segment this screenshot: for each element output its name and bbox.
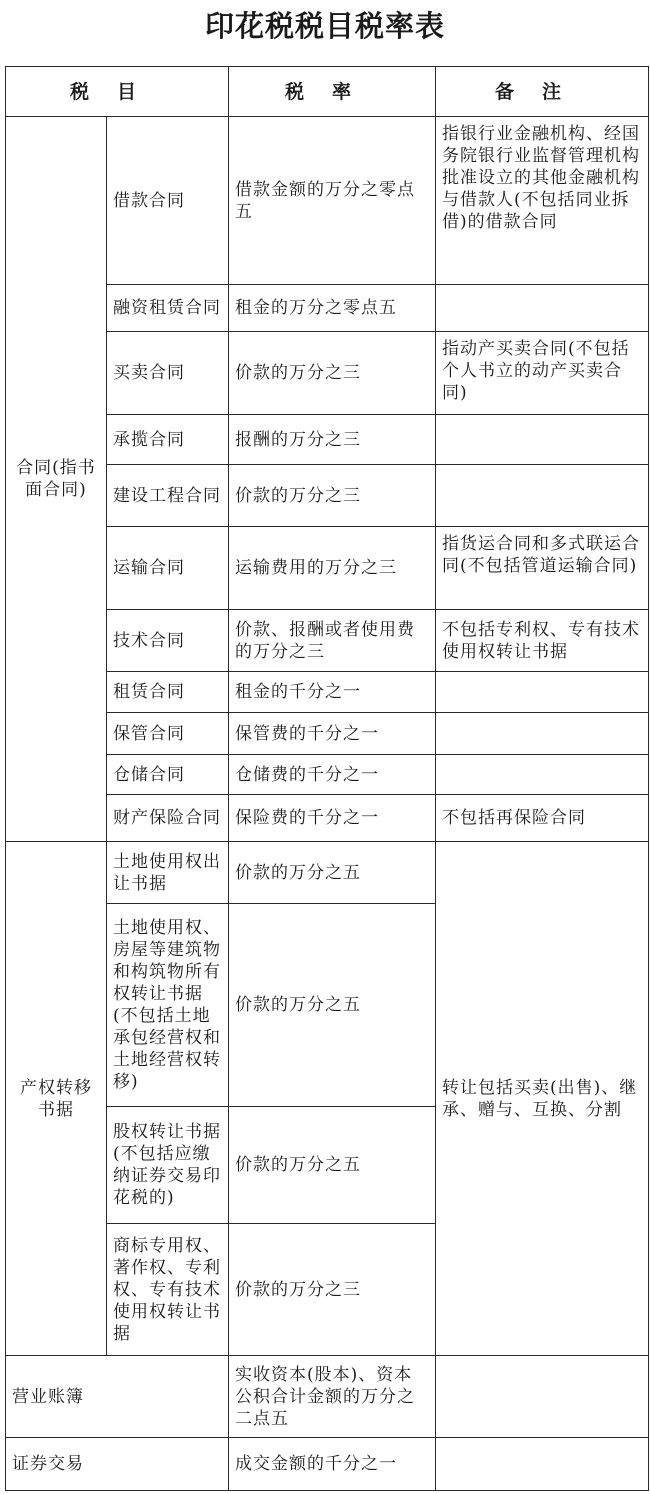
header-note: 备注: [436, 67, 649, 117]
note-cell: 不包括再保险合同: [436, 795, 649, 842]
note-cell: [436, 465, 649, 527]
rate-cell: 租金的千分之一: [229, 672, 436, 713]
item-cell: 运输合同: [107, 527, 229, 610]
header-rate: 税率: [229, 67, 436, 117]
item-cell: 承揽合同: [107, 415, 229, 465]
item-cell: 借款合同: [107, 117, 229, 285]
note-cell: [436, 672, 649, 713]
item-cell: 土地使用权、房屋等建筑物和构筑物所有权转让书据(不包括土地承包经营权和土地经营权转移): [107, 904, 229, 1107]
table-header-row: [6, 67, 649, 117]
item-cell: 股权转让书据(不包括应缴纳证券交易印花税的): [107, 1107, 229, 1224]
note-cell: [436, 713, 649, 755]
rate-cell: 价款的万分之五: [229, 904, 436, 1107]
rate-cell: 租金的万分之零点五: [229, 285, 436, 332]
rate-cell: 保管费的千分之一: [229, 713, 436, 755]
item-cell: 保管合同: [107, 713, 229, 755]
note-cell: 转让包括买卖(出售)、继承、赠与、互换、分割: [436, 842, 649, 1356]
tax-rate-table: [5, 66, 649, 1491]
rate-cell: 价款的万分之三: [229, 332, 436, 415]
rate-cell: 报酬的万分之三: [229, 415, 436, 465]
note-cell: [436, 1356, 649, 1438]
rate-cell: 价款的万分之五: [229, 1107, 436, 1224]
page-title: 印花税税目税率表: [204, 9, 445, 43]
rate-cell: 借款金额的万分之零点五: [229, 117, 436, 285]
header-item: 税目: [6, 67, 229, 117]
item-cell: 租赁合同: [107, 672, 229, 713]
category-cell: 合同(指书面合同): [6, 117, 107, 842]
item-cell: 证券交易: [6, 1438, 229, 1491]
rate-cell: 价款、报酬或者使用费的万分之三: [229, 610, 436, 672]
note-cell: 指银行业金融机构、经国务院银行业监督管理机构批准设立的其他金融机构与借款人(不包括同业拆借)的借款合同: [436, 117, 649, 285]
rate-cell: 实收资本(股本)、资本公积合计金额的万分之二点五: [229, 1356, 436, 1438]
rate-cell: 价款的万分之三: [229, 465, 436, 527]
note-cell: [436, 285, 649, 332]
note-cell: 指动产买卖合同(不包括个人书立的动产买卖合同): [436, 332, 649, 415]
note-cell: [436, 415, 649, 465]
item-cell: 仓储合同: [107, 755, 229, 795]
table-row: [6, 117, 649, 285]
category-cell: 产权转移书据: [6, 842, 107, 1356]
note-cell: 不包括专利权、专有技术使用权转让书据: [436, 610, 649, 672]
item-cell: 商标专用权、著作权、专利权、专有技术使用权转让书据: [107, 1224, 229, 1356]
note-cell: 指货运合同和多式联运合同(不包括管道运输合同): [436, 527, 649, 610]
item-cell: 技术合同: [107, 610, 229, 672]
table-row: [6, 842, 649, 904]
item-cell: 财产保险合同: [107, 795, 229, 842]
table-row: [6, 1356, 649, 1438]
note-cell: [436, 755, 649, 795]
rate-cell: 价款的万分之五: [229, 842, 436, 904]
table-row: [6, 1438, 649, 1491]
rate-cell: 成交金额的千分之一: [229, 1438, 436, 1491]
rate-cell: 价款的万分之三: [229, 1224, 436, 1356]
item-cell: 买卖合同: [107, 332, 229, 415]
note-cell: [436, 1438, 649, 1491]
item-cell: 融资租赁合同: [107, 285, 229, 332]
rate-cell: 仓储费的千分之一: [229, 755, 436, 795]
item-cell: 建设工程合同: [107, 465, 229, 527]
rate-cell: 运输费用的万分之三: [229, 527, 436, 610]
item-cell: 营业账簿: [6, 1356, 229, 1438]
item-cell: 土地使用权出让书据: [107, 842, 229, 904]
rate-cell: 保险费的千分之一: [229, 795, 436, 842]
